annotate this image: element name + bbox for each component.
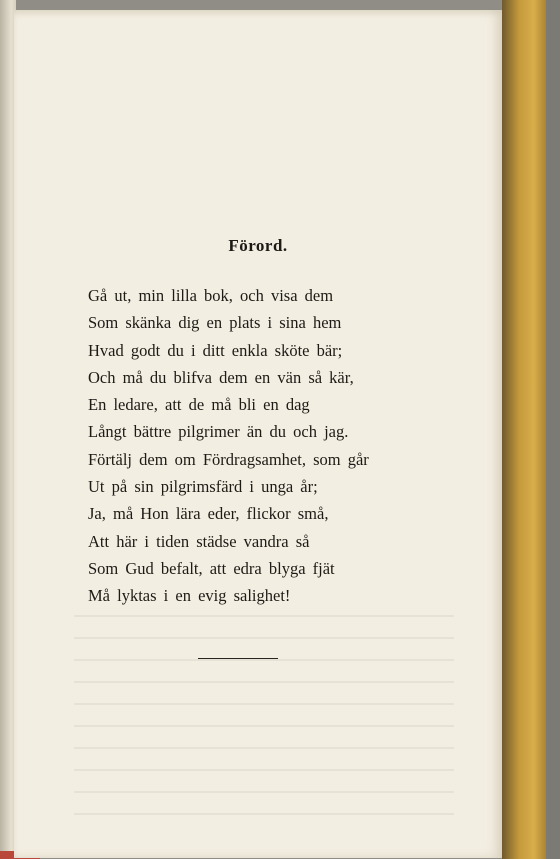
verse-line: Hvad godt du i ditt enkla sköte bär;: [88, 340, 343, 360]
verse-line: Som Gud befalt, att edra blyga fjät: [88, 558, 335, 578]
page-title: Förord.: [228, 236, 288, 255]
verse-line: Att här i tiden städse vandra så: [88, 531, 310, 551]
show-through-text: [74, 615, 454, 815]
verse-line: Må lyktas i en evig salighet!: [88, 586, 291, 606]
verse-line: Gå ut, min lilla bok, och visa dem: [88, 286, 334, 305]
verse-line: Förtälj dem om Fördragsamhet, som går: [88, 449, 369, 469]
verse: [88, 282, 428, 610]
verse-line: Som skänka dig en plats i sina hem: [88, 313, 342, 333]
verse-line: Långt bättre pilgrimer än du och jag.: [88, 422, 349, 442]
verse-line: En ledare, att de må bli en dag: [88, 395, 310, 415]
decorative-rule: [198, 658, 278, 659]
book-page: [14, 10, 502, 858]
verse-line: Ja, må Hon lära eder, flickor små,: [88, 504, 329, 524]
background-strip: [546, 0, 560, 859]
verse-line: Ut på sin pilgrimsfärd i unga år;: [88, 477, 318, 497]
verse-line: Och må du blifva dem en vän så kär,: [88, 367, 354, 387]
